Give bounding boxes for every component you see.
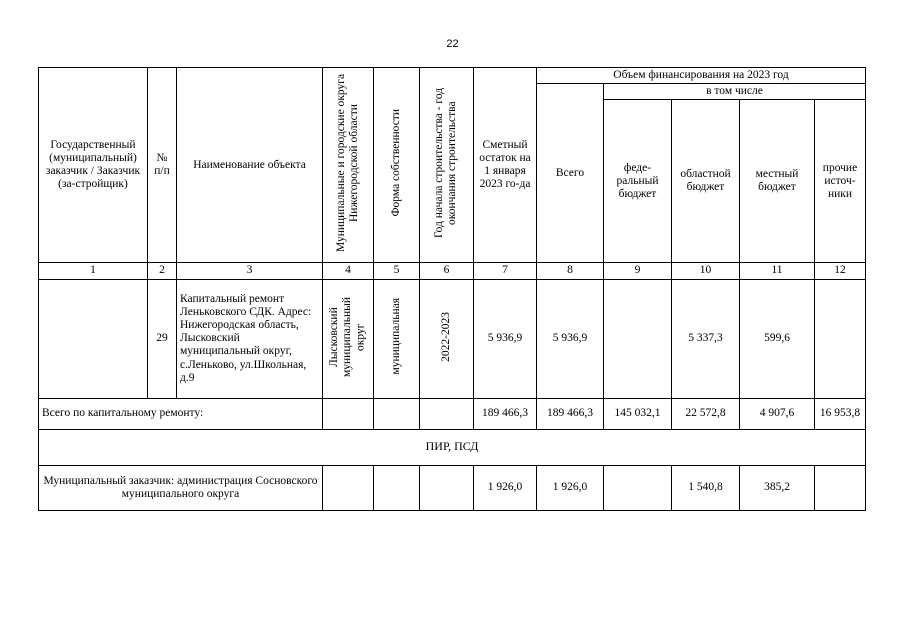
sosnovsky-estimate: 1 926,0 xyxy=(474,465,537,510)
row29-district xyxy=(323,279,374,398)
sosnovsky-empty xyxy=(323,465,374,510)
header-total: Всего xyxy=(537,84,604,263)
financing-table xyxy=(38,67,866,511)
row29-other xyxy=(815,279,866,398)
col-number: 7 xyxy=(474,263,537,279)
page-number: 22 xyxy=(446,38,459,50)
row29-local: 599,6 xyxy=(740,279,815,398)
row29-years xyxy=(420,279,474,398)
sosnovsky-local: 385,2 xyxy=(740,465,815,510)
row29-num: 29 xyxy=(148,279,177,398)
total-capital-federal: 145 032,1 xyxy=(604,398,672,429)
sosnovsky-regional: 1 540,8 xyxy=(672,465,740,510)
total-capital-label: Всего по капитальному ремонту: xyxy=(39,398,323,429)
row29-regional: 5 337,3 xyxy=(672,279,740,398)
header-customer: Государственный (муниципальный) заказчик / Заказчик (за-стройщик) xyxy=(39,68,148,263)
total-capital-empty xyxy=(323,398,374,429)
col-number: 1 xyxy=(39,263,148,279)
row29-years-text: 2022-2023 xyxy=(439,311,452,362)
header-estimate: Сметный остаток на 1 января 2023 го-да xyxy=(474,68,537,263)
col-number: 10 xyxy=(672,263,740,279)
column-numbers-row xyxy=(39,263,866,279)
header-ownership-text: Форма собственности xyxy=(389,109,402,217)
section-row xyxy=(39,429,866,465)
total-capital-empty xyxy=(420,398,474,429)
total-capital-empty xyxy=(374,398,420,429)
row29-total: 5 936,9 xyxy=(537,279,604,398)
section-title: ПИР, ПСД xyxy=(39,429,866,465)
header-num: № п/п xyxy=(148,68,177,263)
col-number: 6 xyxy=(420,263,474,279)
header-including: в том числе xyxy=(604,84,866,100)
sosnovsky-total: 1 926,0 xyxy=(537,465,604,510)
header-federal: феде-ральный бюджет xyxy=(604,100,672,263)
col-number: 4 xyxy=(323,263,374,279)
total-capital-other: 16 953,8 xyxy=(815,398,866,429)
header-other: прочие источ-ники xyxy=(815,100,866,263)
header-regional: областной бюджет xyxy=(672,100,740,263)
col-number: 3 xyxy=(177,263,323,279)
row29-name: Капитальный ремонт Леньковского СДК. Адрес: Нижегородская область, Лысковский муниципальный округ, с.Леньково, ул.Школьная, д.9 xyxy=(177,279,323,398)
sosnovsky-empty xyxy=(420,465,474,510)
total-capital-estimate: 189 466,3 xyxy=(474,398,537,429)
header-ownership xyxy=(374,68,420,263)
row29-district-text: Лысковский муниципальный округ xyxy=(328,296,367,377)
header-years-text: Год начала строительства - год окончания строительства xyxy=(433,88,459,239)
col-number: 9 xyxy=(604,263,672,279)
header-district-text: Муниципальные и городские округа Нижегородской области xyxy=(334,74,360,253)
row29-customer xyxy=(39,279,148,398)
header-object-name: Наименование объекта xyxy=(177,68,323,263)
table-row xyxy=(39,465,866,510)
total-capital-regional: 22 572,8 xyxy=(672,398,740,429)
sosnovsky-customer: Муниципальный заказчик: администрация Сосновского муниципального округа xyxy=(39,465,323,510)
header-years xyxy=(420,68,474,263)
total-capital-local: 4 907,6 xyxy=(740,398,815,429)
header-district xyxy=(323,68,374,263)
row29-estimate: 5 936,9 xyxy=(474,279,537,398)
table-row xyxy=(39,398,866,429)
col-number: 5 xyxy=(374,263,420,279)
sosnovsky-federal xyxy=(604,465,672,510)
total-capital-total: 189 466,3 xyxy=(537,398,604,429)
table-row xyxy=(39,279,866,398)
sosnovsky-empty xyxy=(374,465,420,510)
row29-ownership xyxy=(374,279,420,398)
row29-federal xyxy=(604,279,672,398)
col-number: 12 xyxy=(815,263,866,279)
col-number: 8 xyxy=(537,263,604,279)
header-local: местный бюджет xyxy=(740,100,815,263)
header-funding-group: Объем финансирования на 2023 год xyxy=(537,68,866,84)
row29-ownership-text: муниципальная xyxy=(389,298,402,375)
col-number: 11 xyxy=(740,263,815,279)
sosnovsky-other xyxy=(815,465,866,510)
col-number: 2 xyxy=(148,263,177,279)
